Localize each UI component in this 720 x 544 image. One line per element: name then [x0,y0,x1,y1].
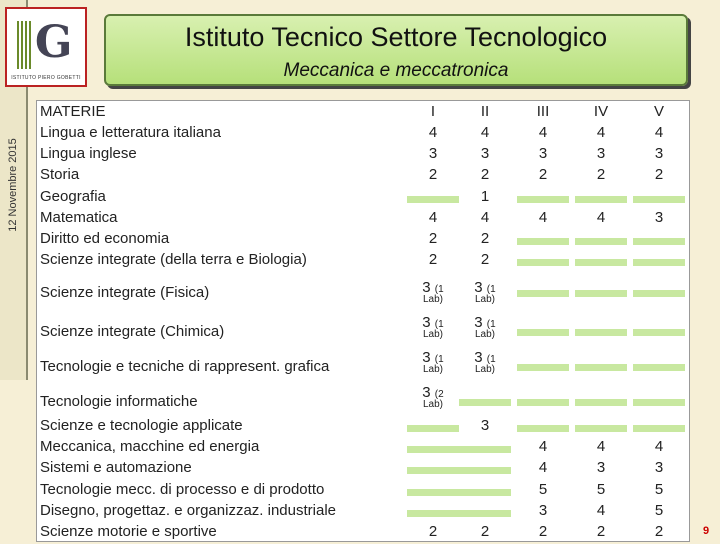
empty-cell [633,425,685,432]
empty-cell [633,259,685,266]
hours-cell: 5 [538,481,548,498]
hours-cell: 5 [654,481,664,498]
table-row [37,523,689,544]
hours-cell: 4 [538,124,548,141]
column-header-year: I [430,103,436,120]
empty-cell [407,446,459,453]
empty-cell [517,238,569,245]
empty-cell [459,399,511,406]
subject-label: Lingua inglese [40,145,137,162]
empty-cell [517,196,569,203]
hours-cell: 3 [596,145,606,162]
table-row [37,209,689,230]
table-row [37,417,689,438]
hours-cell: 2 [428,230,438,247]
hours-cell: 2 [480,230,490,247]
empty-cell [407,425,459,432]
hours-cell: 5 [596,481,606,498]
table-row [37,145,689,166]
hours-cell: 4 [596,124,606,141]
subject-label: Storia [40,166,80,183]
empty-cell [575,364,627,371]
empty-cell [575,238,627,245]
table-row [37,438,689,459]
empty-cell [407,489,459,496]
hours-cell: 4 [428,209,438,226]
subject-label: Lingua e letteratura italiana [40,124,221,141]
empty-cell [633,238,685,245]
empty-cell [459,510,511,517]
hours-cell: 4 [596,502,606,519]
table-row [37,188,689,209]
empty-cell [517,399,569,406]
hours-cell: 3 (2 Lab) [422,384,444,410]
page-number: 9 [703,525,710,537]
logo-mark: G [19,16,73,68]
hours-cell: 3 [596,459,606,476]
table-row [37,314,689,349]
table-row [37,251,689,272]
hours-cell: 4 [654,124,664,141]
hours-cell: 2 [480,166,490,183]
hours-cell: 2 [538,523,548,540]
empty-cell [575,425,627,432]
subject-label: Diritto ed economia [40,230,170,247]
empty-cell [633,329,685,336]
hours-cell: 3 (1 Lab) [474,349,496,375]
hours-cell: 2 [480,251,490,268]
empty-cell [575,290,627,297]
hours-cell: 4 [538,209,548,226]
hours-cell: 3 [538,502,548,519]
table-row [37,384,689,419]
table-row [37,349,689,384]
table-row [37,459,689,480]
table-row [37,230,689,251]
hours-cell: 3 (1 Lab) [474,279,496,305]
empty-cell [633,399,685,406]
table-header-row [37,103,689,124]
table-row [37,279,689,307]
empty-cell [633,290,685,297]
empty-cell [575,399,627,406]
empty-cell [459,467,511,474]
hours-cell: 3 [480,145,490,162]
empty-cell [517,259,569,266]
hours-cell: 1 [480,188,490,205]
empty-cell [517,425,569,432]
column-header-year: III [536,103,550,120]
hours-cell: 3 [538,145,548,162]
table-row [37,481,689,502]
hours-cell: 2 [596,523,606,540]
hours-cell: 5 [654,502,664,519]
empty-cell [407,510,459,517]
subject-label: Disegno, progettaz. e organizzaz. industriale [40,502,337,519]
hours-cell: 3 (1 Lab) [422,349,444,375]
hours-cell: 4 [596,438,606,455]
subject-label: Tecnologie mecc. di processo e di prodotto [40,481,325,498]
hours-cell: 4 [480,209,490,226]
subject-label: Scienze integrate (Chimica) [40,323,225,340]
column-header-year: II [480,103,490,120]
hours-cell: 4 [538,438,548,455]
title-banner [104,14,688,86]
hours-cell: 2 [596,166,606,183]
hours-cell: 3 [654,459,664,476]
table-row [37,502,689,523]
page-title: Istituto Tecnico Settore Tecnologico [184,22,608,52]
empty-cell [633,364,685,371]
hours-cell: 4 [596,209,606,226]
hours-cell: 2 [480,523,490,540]
empty-cell [407,196,459,203]
page-subtitle: Meccanica e meccatronica [283,60,509,81]
subject-label: Meccanica, macchine ed energia [40,438,260,455]
subject-label: Geografia [40,188,106,205]
hours-cell: 2 [428,166,438,183]
hours-cell: 3 (1 Lab) [422,314,444,340]
hours-cell: 3 (1 Lab) [474,314,496,340]
subjects-table [36,100,690,542]
empty-cell [517,329,569,336]
empty-cell [459,446,511,453]
subject-label: Tecnologie informatiche [40,393,198,410]
column-header-year: IV [593,103,609,120]
hours-cell: 3 [654,209,664,226]
empty-cell [517,290,569,297]
school-logo [5,7,87,87]
hours-cell: 2 [538,166,548,183]
empty-cell [575,196,627,203]
column-header-year: V [653,103,664,120]
subject-label: Matematica [40,209,118,226]
table-row [37,124,689,145]
subject-label: Scienze motorie e sportive [40,523,217,540]
hours-cell: 2 [428,523,438,540]
subject-label: Tecnologie e tecniche di rappresent. grafica [40,358,330,375]
hours-cell: 4 [654,438,664,455]
hours-cell: 3 (1 Lab) [422,279,444,305]
hours-cell: 3 [428,145,438,162]
logo-caption: ISTITUTO PIERO GOBETTI [11,75,81,81]
empty-cell [459,489,511,496]
empty-cell [575,329,627,336]
subject-label: Scienze integrate (Fisica) [40,284,210,301]
table-row [37,166,689,187]
hours-cell: 2 [654,523,664,540]
empty-cell [575,259,627,266]
empty-cell [633,196,685,203]
hours-cell: 3 [654,145,664,162]
column-header-subjects: MATERIE [40,103,106,120]
hours-cell: 3 [480,417,490,434]
empty-cell [517,364,569,371]
hours-cell: 4 [428,124,438,141]
hours-cell: 4 [538,459,548,476]
empty-cell [407,467,459,474]
subject-label: Sistemi e automazione [40,459,192,476]
hours-cell: 2 [654,166,664,183]
hours-cell: 2 [428,251,438,268]
subject-label: Scienze integrate (della terra e Biologia) [40,251,307,268]
date-label: 12 Novembre 2015 [7,138,19,232]
hours-cell: 4 [480,124,490,141]
subject-label: Scienze e tecnologie applicate [40,417,243,434]
